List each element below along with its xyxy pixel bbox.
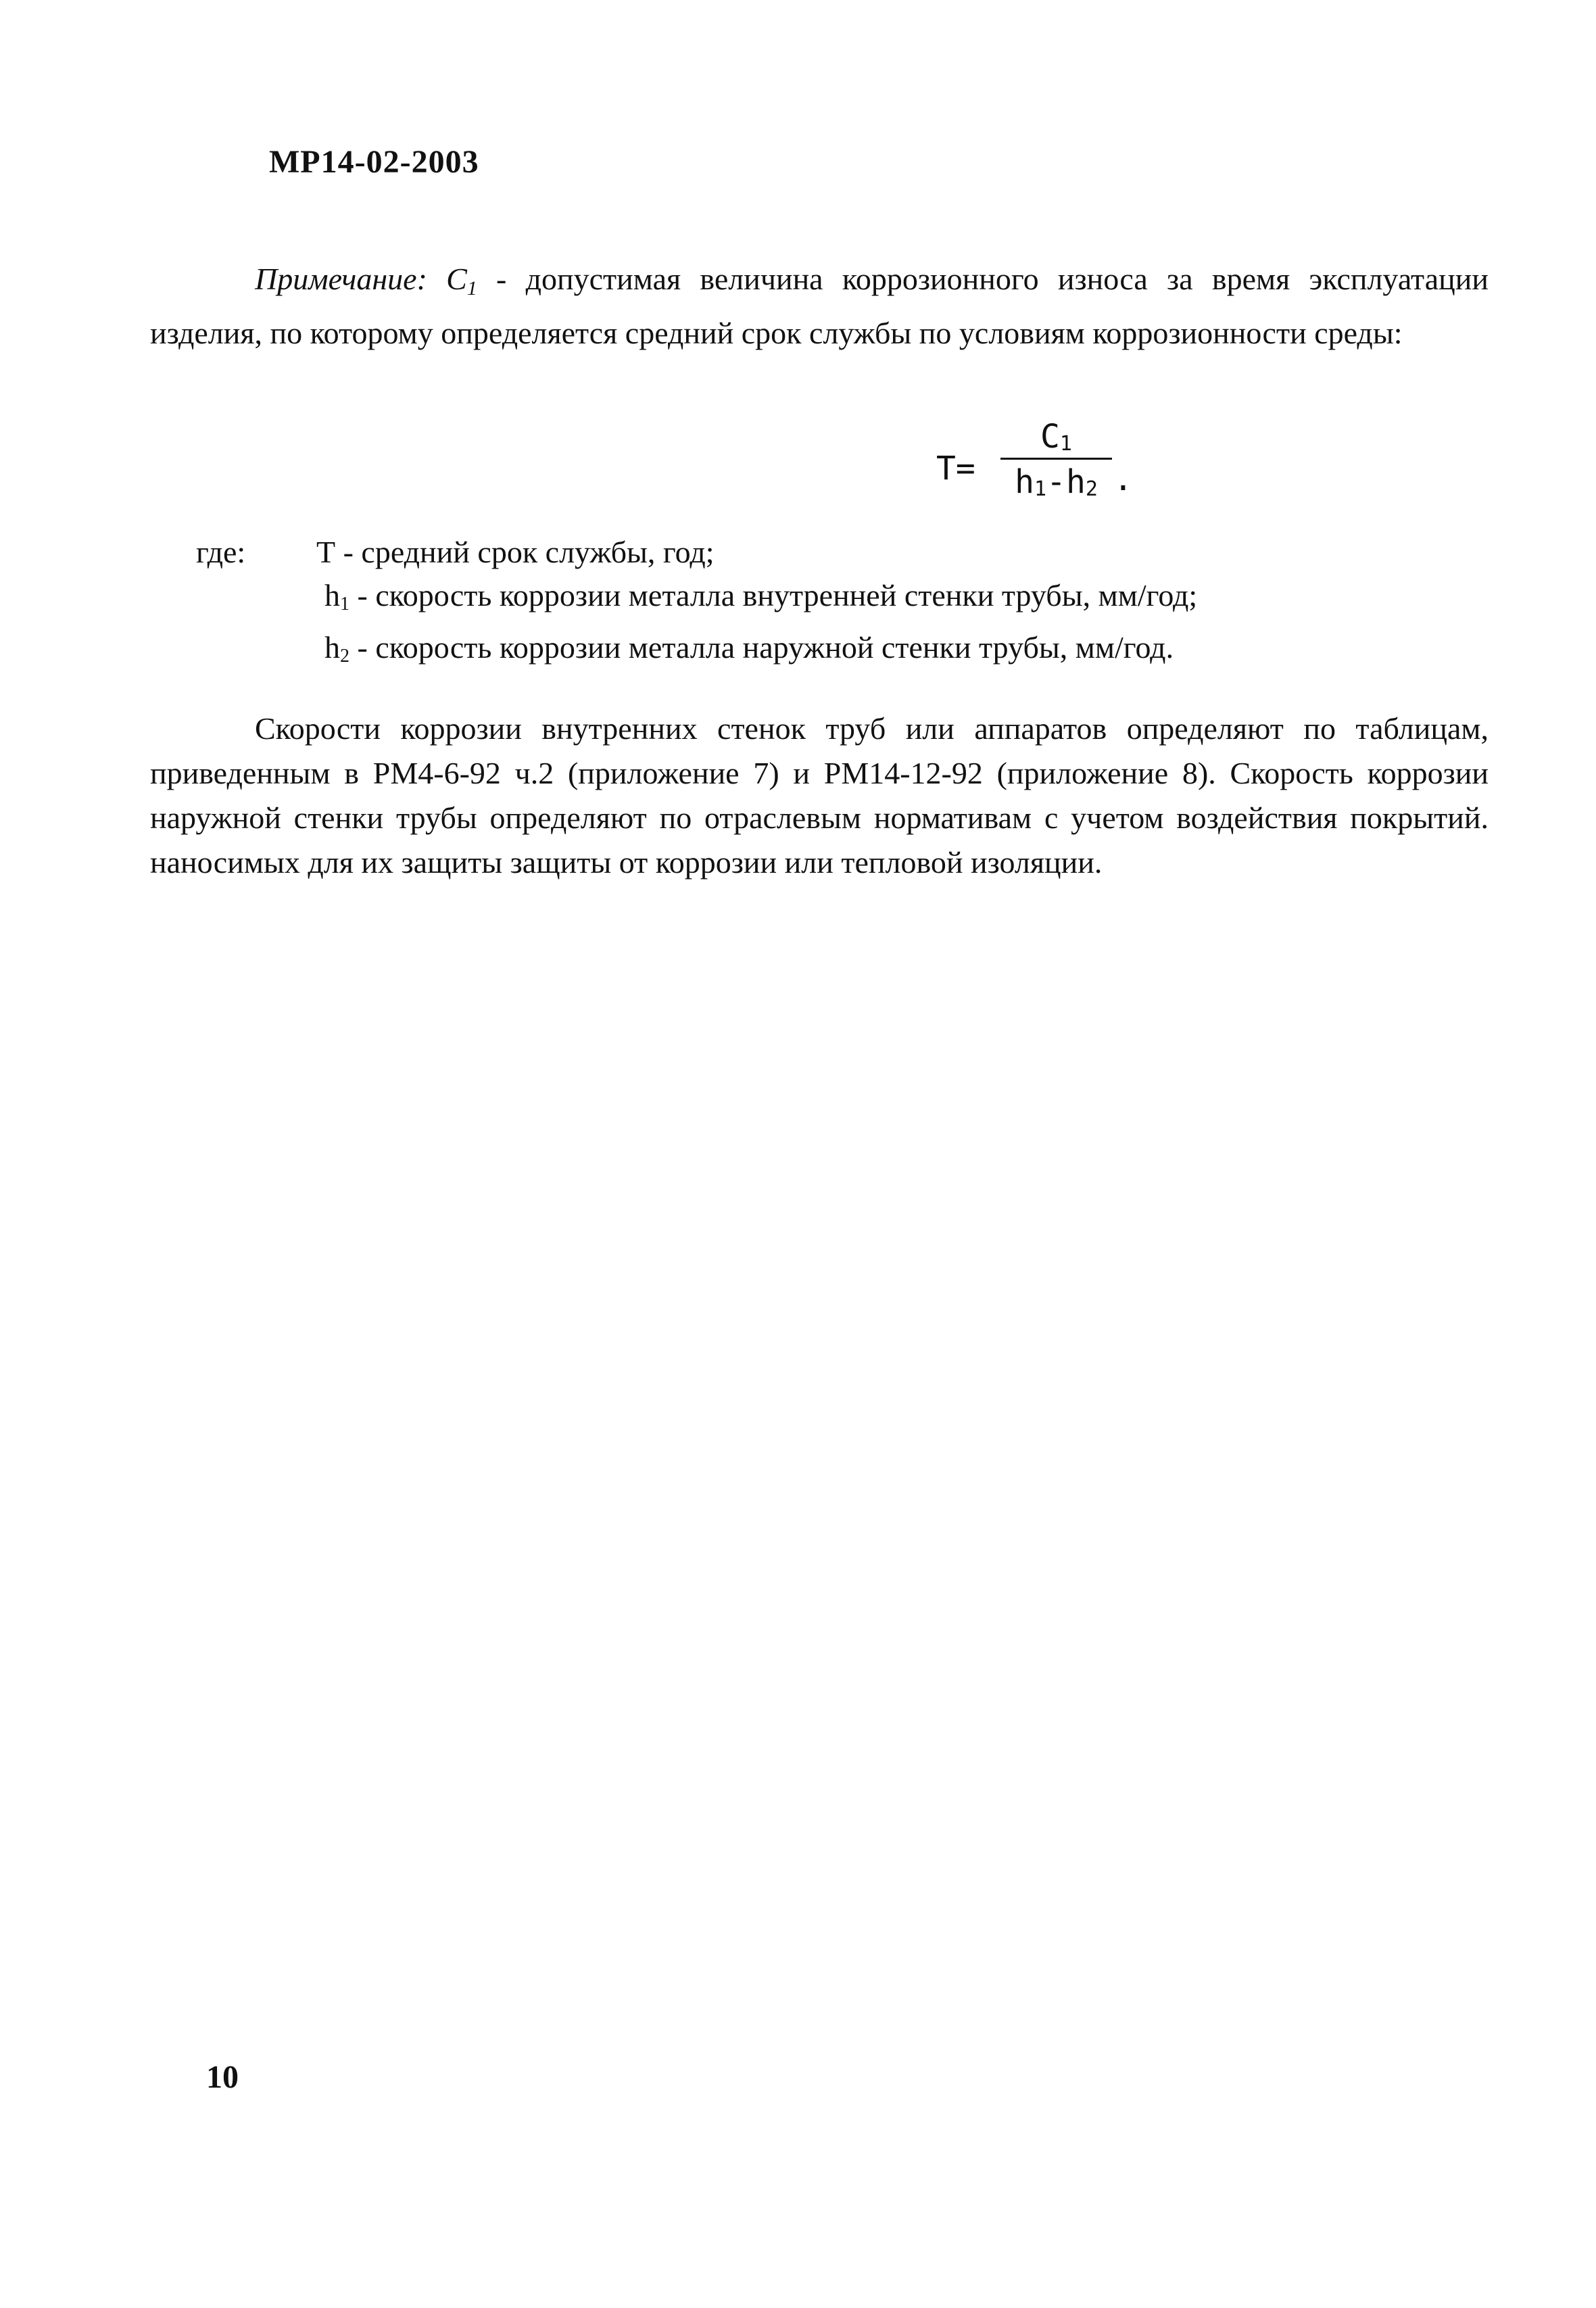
page-number: 10	[206, 2059, 239, 2095]
formula-numerator: $C_1$	[1040, 418, 1072, 456]
document-code: МР14-02-2003	[269, 144, 479, 180]
note-paragraph	[150, 257, 1489, 356]
formula-trailing-mark: .	[1113, 460, 1133, 498]
corrosion-rates-paragraph	[150, 706, 1489, 885]
formula-denominator: $h_1-h_2$	[1015, 463, 1098, 501]
formula-fraction	[1000, 416, 1112, 509]
fraction-bar	[1000, 458, 1112, 460]
where-label: где:	[196, 535, 246, 569]
symbol-definitions	[316, 531, 1197, 678]
definition-row-h2: $h_2$ - скорость коррозии металла наружной стенки трубы, мм/год.	[324, 630, 1174, 667]
formula-lhs: T=	[936, 450, 975, 487]
note-label: Примечание: C	[255, 262, 467, 296]
definition-row-h1: $h_1$ - скорость коррозии металла внутренней стенки трубы, мм/год;	[324, 578, 1198, 615]
note-text: - допустимая величина коррозионного износа за время эксплуатации изделия, по которому определяется средний срок службы по условиям коррозионности среды:	[150, 262, 1489, 350]
definition-row-t: Т - средний срок службы, год;	[316, 535, 715, 569]
paragraph-text: Скорости коррозии внутренних стенок труб или аппаратов определяют по таблицам, приведенным в РМ4-6-92 ч.2 (приложение 7) и РМ14-12-92 (приложение 8). Скорость коррозии наружной стенки трубы определяют по отраслевым нормативам с учетом воздействия покрытий. наносимых для их защиты защиты от коррозии или тепловой изоляции.	[150, 711, 1489, 880]
note-label-subscript: 1	[466, 277, 477, 299]
